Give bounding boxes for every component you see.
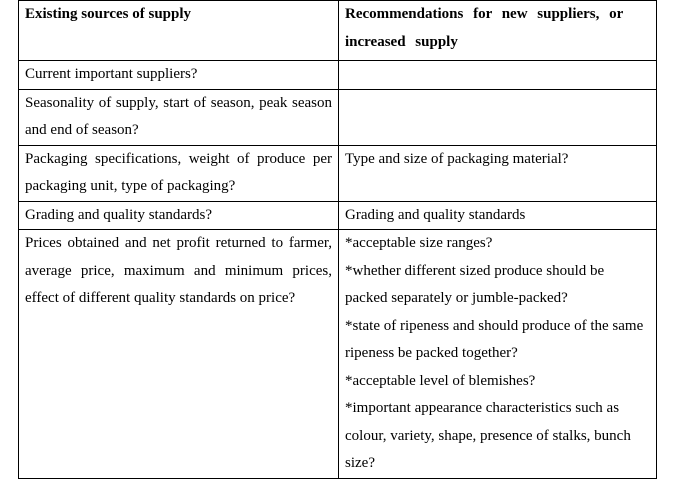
table-row bbox=[19, 201, 657, 230]
list-item: *acceptable size ranges? bbox=[345, 235, 493, 251]
cell-right bbox=[339, 61, 657, 90]
cell-left: Seasonality of supply, start of season, peak season and end of season? bbox=[19, 89, 339, 145]
header-recommendations: Recommendations for new suppliers, or increased supply bbox=[339, 1, 657, 61]
list-item: *whether different sized produce should be packed separately or jumble-packed? bbox=[345, 262, 605, 306]
list-item: *state of ripeness and should produce of the same ripeness be packed together? bbox=[345, 317, 644, 361]
cell-right: Type and size of packaging material? bbox=[339, 145, 657, 201]
table-row bbox=[19, 145, 657, 201]
table-row bbox=[19, 89, 657, 145]
list-item: *acceptable level of blemishes? bbox=[345, 372, 536, 389]
cell-right bbox=[339, 89, 657, 145]
list-item: *important appearance characteristics such as colour, variety, shape, presence of stalks, bunch size? bbox=[345, 400, 631, 471]
cell-left: Current important suppliers? bbox=[19, 61, 339, 90]
table-header-row bbox=[19, 1, 657, 61]
table-row bbox=[19, 61, 657, 90]
cell-left: Prices obtained and net profit returned to farmer, average price, maximum and minimum prices, effect of different quality standards on price? bbox=[19, 230, 339, 479]
table-row bbox=[19, 230, 657, 479]
cell-right-list bbox=[339, 230, 657, 479]
header-existing-sources: Existing sources of supply bbox=[19, 1, 339, 61]
supply-table bbox=[18, 0, 657, 479]
cell-right: Grading and quality standards bbox=[339, 201, 657, 230]
cell-left: Grading and quality standards? bbox=[19, 201, 339, 230]
cell-left: Packaging specifications, weight of produce per packaging unit, type of packaging? bbox=[19, 145, 339, 201]
